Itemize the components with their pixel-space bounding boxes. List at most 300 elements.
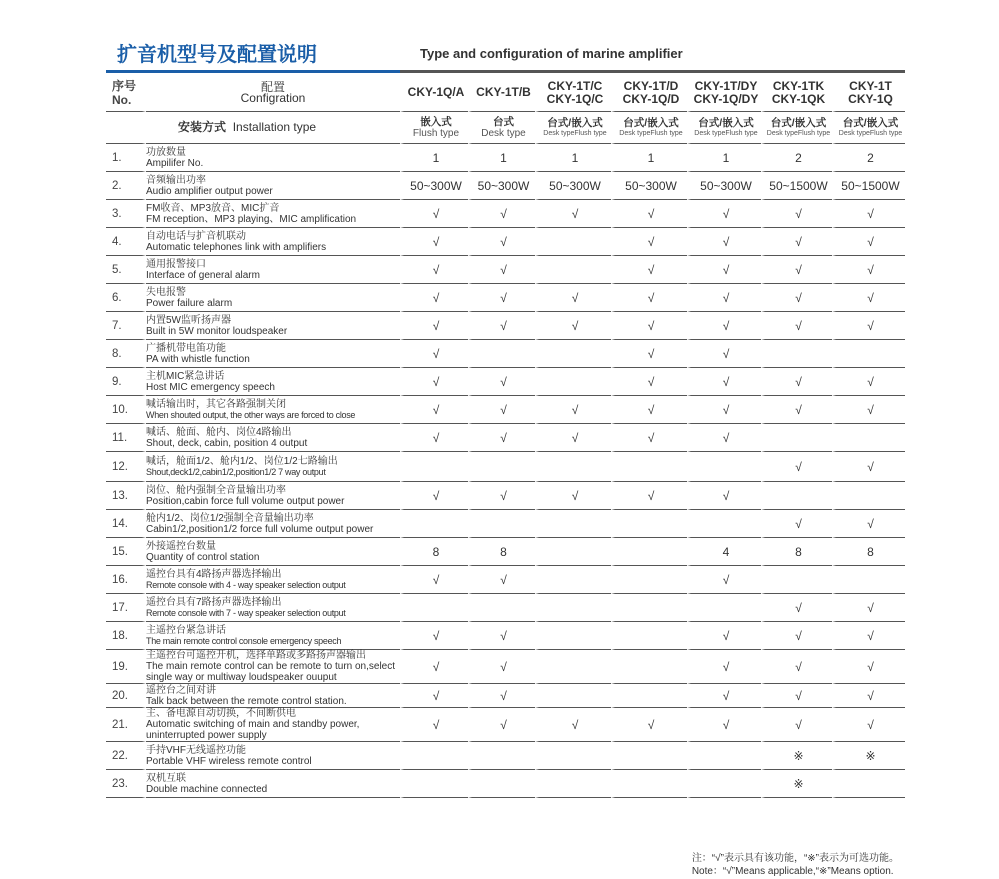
feature-en: Quantity of control station: [146, 551, 260, 563]
feature-row: [106, 684, 905, 708]
check-mark: √: [468, 368, 535, 396]
spec-value: 1: [400, 144, 468, 172]
check-mark: √: [832, 256, 905, 284]
feature-cn: 遥控台具有4路扬声器选择输出: [146, 568, 282, 580]
check-mark: √: [400, 256, 468, 284]
spec-value: 1: [535, 144, 611, 172]
feature-en: Cabin1/2,position1/2 force full volume output power: [146, 523, 374, 535]
feature-description: [146, 312, 400, 340]
check-mark: √: [400, 566, 468, 594]
install-type-en: Desk typeFlush type: [838, 130, 903, 137]
install-type-4: [611, 112, 687, 144]
check-mark: √: [832, 594, 905, 622]
model-name-alt: CKY-1Q/C: [546, 91, 604, 106]
spec-value: 2: [761, 144, 832, 172]
install-type-6: [761, 112, 832, 144]
feature-row: [106, 510, 905, 538]
spec-value: [535, 594, 611, 622]
spec-value: [611, 538, 687, 566]
spec-value: 50~1500W: [761, 172, 832, 200]
check-mark: √: [687, 650, 761, 684]
check-mark: √: [761, 200, 832, 228]
feature-en: The main remote control can be remote to turn on,select: [146, 661, 396, 672]
install-type-cn: 台式/嵌入式: [842, 117, 899, 129]
feature-description: [146, 144, 400, 172]
header-no-en: No.: [112, 92, 132, 107]
check-mark: √: [687, 200, 761, 228]
spec-value: [761, 340, 832, 368]
spec-value: [832, 566, 905, 594]
check-mark: √: [535, 284, 611, 312]
model-header-3: [535, 74, 611, 112]
model-name: CKY-1Q/A: [407, 85, 465, 99]
feature-en: When shouted output, the other ways are forced to close: [146, 409, 356, 420]
spec-value: [535, 452, 611, 482]
feature-en: PA with whistle function: [146, 353, 250, 365]
install-type-en: Desk typeFlush type: [619, 130, 683, 137]
feature-description: [146, 742, 400, 770]
check-mark: √: [400, 340, 468, 368]
feature-description: [146, 396, 400, 424]
check-mark: √: [400, 200, 468, 228]
feature-description: [146, 368, 400, 396]
feature-cn: 主遥控台紧急讲话: [146, 624, 226, 636]
feature-en: The main remote control console emergency speech: [146, 635, 342, 646]
feature-description: [146, 510, 400, 538]
option-mark: ※: [761, 770, 832, 798]
feature-cn: 音频输出功率: [146, 174, 206, 186]
check-mark: √: [687, 284, 761, 312]
check-mark: √: [400, 650, 468, 684]
check-mark: √: [611, 340, 687, 368]
check-mark: √: [611, 256, 687, 284]
check-mark: √: [535, 708, 611, 742]
spec-value: [468, 452, 535, 482]
check-mark: √: [761, 622, 832, 650]
check-mark: √: [535, 200, 611, 228]
check-mark: √: [761, 228, 832, 256]
check-mark: √: [832, 622, 905, 650]
feature-row: [106, 622, 905, 650]
feature-description: [146, 594, 400, 622]
feature-row: [106, 172, 905, 200]
feature-cn: 喊话、舱面、舱内、岗位4路输出: [146, 426, 292, 438]
spec-value: [535, 368, 611, 396]
check-mark: √: [687, 482, 761, 510]
feature-description: [146, 708, 400, 742]
feature-row: [106, 742, 905, 770]
spec-value: 50~300W: [400, 172, 468, 200]
feature-description: [146, 770, 400, 798]
check-mark: √: [832, 368, 905, 396]
model-header-5: [687, 74, 761, 112]
check-mark: √: [687, 622, 761, 650]
spec-value: [761, 424, 832, 452]
header-no-cn: 序号: [112, 78, 137, 93]
feature-en: Automatic switching of main and standby power,: [146, 719, 360, 730]
model-header-6: [761, 74, 832, 112]
footnote: [692, 852, 899, 878]
check-mark: √: [468, 708, 535, 742]
check-mark: √: [761, 396, 832, 424]
install-type-cn: 嵌入式: [420, 116, 452, 128]
feature-description: [146, 622, 400, 650]
model-name: CKY-1T/DY: [694, 78, 758, 93]
spec-value: [535, 770, 611, 798]
row-number: 23.: [106, 770, 146, 798]
install-type-en: Flush type: [412, 128, 460, 139]
spec-value: [400, 594, 468, 622]
check-mark: √: [832, 396, 905, 424]
feature-description: [146, 538, 400, 566]
model-name: CKY-1T: [849, 78, 892, 93]
feature-description: [146, 650, 400, 684]
feature-en: Remote console with 7 - way speaker selection output: [146, 607, 346, 618]
row-number: 13.: [106, 482, 146, 510]
feature-en: Audio amplifier output power: [146, 185, 273, 197]
row-number: 12.: [106, 452, 146, 482]
option-mark: ※: [761, 742, 832, 770]
row-number: 4.: [106, 228, 146, 256]
row-number: 3.: [106, 200, 146, 228]
check-mark: √: [687, 368, 761, 396]
spec-value: [611, 452, 687, 482]
check-mark: √: [400, 424, 468, 452]
install-type-5: [687, 112, 761, 144]
feature-description: [146, 424, 400, 452]
footnote-cn: 注：“√”表示具有该功能，“※”表示为可选功能。: [691, 853, 899, 864]
feature-cn: 岗位、舱内强制全音量输出功率: [146, 484, 286, 496]
row-number: 8.: [106, 340, 146, 368]
feature-row: [106, 482, 905, 510]
feature-description: [146, 452, 400, 482]
feature-en: Shout,deck1/2,cabin1/2,position1/2 7 way output: [146, 466, 326, 477]
feature-row: [106, 284, 905, 312]
check-mark: √: [687, 708, 761, 742]
install-type-en: Desk type: [481, 128, 526, 139]
model-header-7: [832, 74, 905, 112]
check-mark: √: [611, 708, 687, 742]
spec-value: [535, 340, 611, 368]
check-mark: √: [611, 368, 687, 396]
feature-en: Portable VHF wireless remote control: [146, 755, 312, 767]
spec-value: 8: [761, 538, 832, 566]
check-mark: √: [761, 368, 832, 396]
feature-cn: 通用报警接口: [146, 258, 206, 270]
feature-cn: 喊话输出时，其它各路强制关闭: [146, 398, 286, 410]
spec-value: [611, 684, 687, 708]
header-config-en: Configration: [240, 90, 306, 105]
spec-value: 8: [832, 538, 905, 566]
feature-row: [106, 312, 905, 340]
row-number: 2.: [106, 172, 146, 200]
install-type-2: [468, 112, 535, 144]
option-mark: ※: [832, 742, 905, 770]
header-no: [106, 74, 146, 112]
feature-row: [106, 452, 905, 482]
spec-value: [687, 452, 761, 482]
check-mark: √: [468, 284, 535, 312]
feature-row: [106, 770, 905, 798]
spec-value: 1: [611, 144, 687, 172]
feature-cn: 外接遥控台数量: [146, 540, 216, 552]
check-mark: √: [535, 424, 611, 452]
feature-row: [106, 396, 905, 424]
install-type-cn: 台式/嵌入式: [698, 117, 754, 129]
feature-description: [146, 200, 400, 228]
feature-en: Host MIC emergency speech: [146, 381, 275, 393]
spec-table: [106, 74, 905, 798]
install-type-en: Desk typeFlush type: [543, 130, 607, 137]
feature-row: [106, 566, 905, 594]
check-mark: √: [687, 424, 761, 452]
check-mark: √: [400, 368, 468, 396]
feature-row: [106, 340, 905, 368]
check-mark: √: [468, 650, 535, 684]
check-mark: √: [468, 312, 535, 340]
row-number: 6.: [106, 284, 146, 312]
spec-value: [468, 510, 535, 538]
check-mark: √: [761, 452, 832, 482]
install-row: [106, 112, 905, 144]
spec-value: 1: [468, 144, 535, 172]
spec-value: [687, 770, 761, 798]
feature-description: [146, 340, 400, 368]
spec-value: [535, 684, 611, 708]
check-mark: √: [832, 684, 905, 708]
row-number: 15.: [106, 538, 146, 566]
check-mark: √: [400, 284, 468, 312]
row-number: 5.: [106, 256, 146, 284]
spec-value: [400, 510, 468, 538]
feature-description: [146, 228, 400, 256]
model-name-alt: CKY-1Q/D: [622, 91, 680, 106]
model-header-2: [468, 74, 535, 112]
feature-cn: 手持VHF无线遥控功能: [146, 744, 246, 756]
check-mark: √: [761, 708, 832, 742]
feature-row: [106, 228, 905, 256]
feature-en: Power failure alarm: [146, 297, 233, 309]
spec-value: 8: [400, 538, 468, 566]
feature-en: Shout, deck, cabin, position 4 output: [146, 437, 308, 449]
spec-value: [832, 482, 905, 510]
spec-value: 50~300W: [611, 172, 687, 200]
check-mark: √: [468, 566, 535, 594]
spec-value: [761, 566, 832, 594]
spec-value: [832, 770, 905, 798]
feature-row: [106, 368, 905, 396]
install-type-en: Desk typeFlush type: [766, 130, 831, 137]
row-number: 17.: [106, 594, 146, 622]
spec-value: [535, 228, 611, 256]
spec-value: [468, 594, 535, 622]
check-mark: √: [611, 228, 687, 256]
row-number: 14.: [106, 510, 146, 538]
spec-value: [535, 510, 611, 538]
check-mark: √: [611, 312, 687, 340]
check-mark: √: [687, 340, 761, 368]
spec-value: [468, 742, 535, 770]
spec-value: [468, 770, 535, 798]
check-mark: √: [611, 482, 687, 510]
install-type-1: [400, 112, 468, 144]
check-mark: √: [832, 708, 905, 742]
check-mark: √: [687, 566, 761, 594]
check-mark: √: [832, 650, 905, 684]
feature-row: [106, 594, 905, 622]
feature-cn: 失电报警: [146, 286, 186, 298]
model-name-alt: CKY-1QK: [771, 91, 826, 106]
spec-value: [611, 770, 687, 798]
feature-cn: 主遥控台可遥控开机，选择单路或多路扬声器输出: [146, 650, 366, 661]
row-number: 16.: [106, 566, 146, 594]
spec-value: 50~1500W: [832, 172, 905, 200]
feature-en: Interface of general alarm: [146, 269, 260, 281]
check-mark: √: [468, 256, 535, 284]
spec-value: [535, 256, 611, 284]
install-label-en: Installation type: [232, 120, 317, 134]
check-mark: √: [535, 312, 611, 340]
check-mark: √: [832, 228, 905, 256]
check-mark: √: [400, 684, 468, 708]
check-mark: √: [687, 312, 761, 340]
feature-description: [146, 482, 400, 510]
check-mark: √: [761, 510, 832, 538]
install-type-cn: 台式/嵌入式: [770, 117, 827, 129]
feature-en: Remote console with 4 - way speaker selection output: [146, 579, 346, 590]
model-name: CKY-1T/C: [547, 78, 603, 93]
spec-value: [611, 510, 687, 538]
check-mark: √: [468, 482, 535, 510]
check-mark: √: [611, 284, 687, 312]
feature-en: Position,cabin force full volume output power: [146, 495, 345, 507]
check-mark: √: [832, 200, 905, 228]
feature-cn: FM收音、MP3放音、MIC扩音: [146, 202, 280, 214]
feature-row: [106, 538, 905, 566]
feature-en: Talk back between the remote control station.: [146, 695, 347, 707]
check-mark: √: [761, 284, 832, 312]
model-name: CKY-1TK: [772, 78, 825, 93]
check-mark: √: [832, 452, 905, 482]
feature-en-line2: single way or multiway loudspeaker ouuput: [146, 672, 337, 683]
feature-row: [106, 424, 905, 452]
spec-value: 4: [687, 538, 761, 566]
spec-value: [535, 742, 611, 770]
feature-cn: 功放数量: [146, 146, 186, 158]
feature-row: [106, 708, 905, 742]
spec-value: [611, 650, 687, 684]
row-number: 10.: [106, 396, 146, 424]
spec-value: [832, 424, 905, 452]
install-type-en: Desk typeFlush type: [694, 130, 758, 137]
spec-value: 50~300W: [468, 172, 535, 200]
check-mark: √: [468, 228, 535, 256]
feature-en: FM reception、MP3 playing、MIC amplification: [146, 213, 357, 225]
install-type-cn: 台式/嵌入式: [547, 117, 603, 129]
feature-row: [106, 650, 905, 684]
spec-value: [535, 538, 611, 566]
check-mark: √: [468, 396, 535, 424]
check-mark: √: [761, 684, 832, 708]
spec-value: 50~300W: [687, 172, 761, 200]
check-mark: √: [611, 424, 687, 452]
check-mark: √: [468, 622, 535, 650]
row-number: 21.: [106, 708, 146, 742]
spec-value: 1: [687, 144, 761, 172]
spec-value: [535, 566, 611, 594]
spec-value: [400, 770, 468, 798]
row-number: 7.: [106, 312, 146, 340]
feature-en: Automatic telephones link with amplifiers: [146, 241, 327, 253]
check-mark: √: [400, 396, 468, 424]
install-type-cn: 台式/嵌入式: [623, 117, 679, 129]
feature-cn: 主机MIC紧急讲话: [146, 370, 225, 382]
feature-cn: 自动电话与扩音机联动: [146, 230, 246, 242]
check-mark: √: [400, 312, 468, 340]
feature-row: [106, 200, 905, 228]
check-mark: √: [468, 424, 535, 452]
check-mark: √: [468, 684, 535, 708]
model-header-1: [400, 74, 468, 112]
model-header-4: [611, 74, 687, 112]
row-number: 22.: [106, 742, 146, 770]
model-name: CKY-1T/D: [623, 78, 679, 93]
feature-cn: 主、备电源自动切换，不间断供电: [146, 708, 296, 719]
check-mark: √: [832, 510, 905, 538]
feature-cn: 内置5W监听扬声器: [146, 314, 231, 326]
feature-description: [146, 684, 400, 708]
install-type-3: [535, 112, 611, 144]
model-name-alt: CKY-1Q/DY: [693, 91, 759, 106]
check-mark: √: [611, 200, 687, 228]
check-mark: √: [611, 396, 687, 424]
feature-description: [146, 566, 400, 594]
row-number: 9.: [106, 368, 146, 396]
check-mark: √: [687, 396, 761, 424]
spec-value: [832, 340, 905, 368]
feature-en: Built in 5W monitor loudspeaker: [146, 325, 288, 337]
check-mark: √: [687, 228, 761, 256]
feature-cn: 舱内1/2、岗位1/2强制全音量输出功率: [146, 512, 314, 524]
title-cn: 扩音机型号及配置说明: [117, 42, 317, 66]
row-number: 19.: [106, 650, 146, 684]
row-number: 18.: [106, 622, 146, 650]
spec-value: 50~300W: [535, 172, 611, 200]
check-mark: √: [400, 482, 468, 510]
header-config: [146, 74, 400, 112]
spec-value: [761, 482, 832, 510]
feature-cn: 遥控台具有7路扬声器选择输出: [146, 596, 282, 608]
spec-value: [535, 650, 611, 684]
check-mark: √: [535, 396, 611, 424]
check-mark: √: [832, 284, 905, 312]
check-mark: √: [761, 650, 832, 684]
spec-value: 8: [468, 538, 535, 566]
row-number: 1.: [106, 144, 146, 172]
spec-value: [687, 594, 761, 622]
check-mark: √: [687, 256, 761, 284]
check-mark: √: [400, 622, 468, 650]
spec-value: [611, 742, 687, 770]
feature-en-line2: uninterrupted power supply: [146, 730, 267, 741]
feature-description: [146, 284, 400, 312]
spec-value: [535, 622, 611, 650]
install-type-cn: 台式: [493, 116, 514, 128]
header-accent-bar: [106, 70, 400, 73]
check-mark: √: [687, 684, 761, 708]
install-label-cn: 安装方式: [178, 120, 227, 134]
feature-description: [146, 172, 400, 200]
